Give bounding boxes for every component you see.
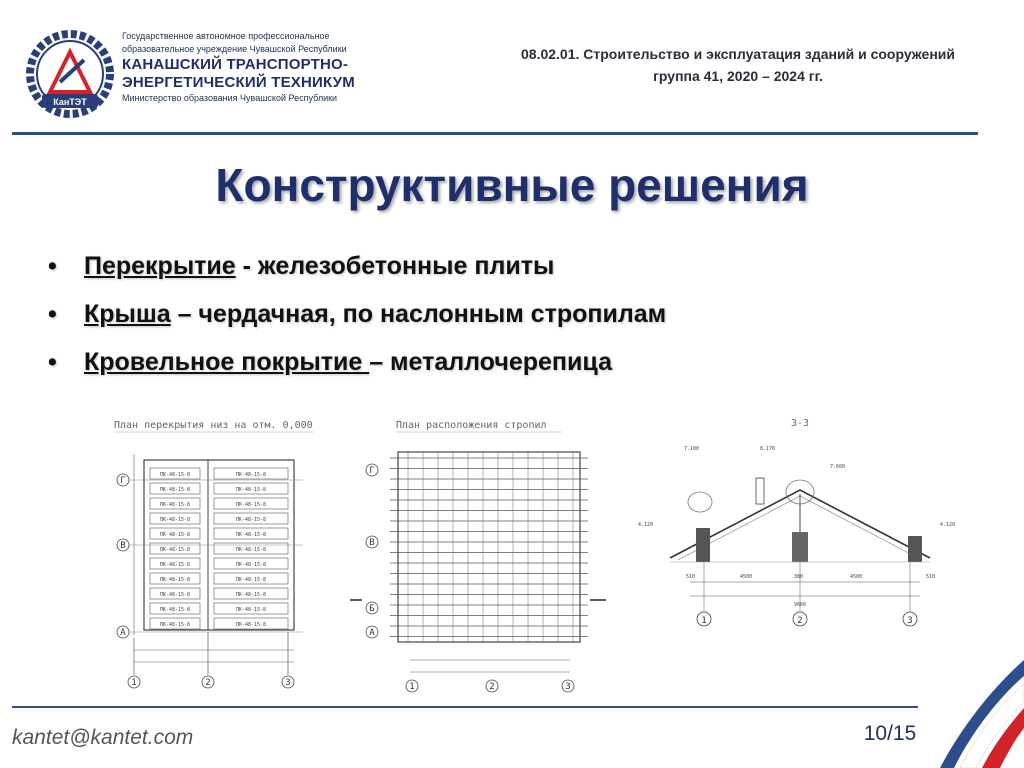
institution-line-2: образовательное учреждение Чувашской Республики [122, 44, 347, 54]
flag-swoosh-icon [930, 650, 1024, 768]
institution-name-1: КАНАШСКИЙ ТРАНСПОРТНО- [122, 56, 349, 73]
section-level: 8.170 [760, 446, 776, 452]
footer-email: kantet@kantet.com [12, 726, 194, 749]
college-logo-icon [20, 30, 120, 118]
slab-label: ПК-48-15-8 [235, 562, 267, 568]
bullet-term: Перекрытие [84, 252, 236, 280]
slab-label: ПК-48-15-8 [235, 547, 267, 553]
floor-plan-caption: План перекрытия низ на отм. 0,000 [114, 420, 313, 431]
page-number: 10/15 [863, 722, 917, 745]
slab-label: ПК-48-15-8 [159, 577, 191, 583]
axis-label: Г [369, 466, 375, 476]
section-total-dim: 9660 [793, 602, 807, 608]
rafter-layout-drawing [340, 410, 620, 695]
header-divider [12, 132, 978, 135]
footer-divider [12, 706, 918, 708]
bullet-marker: • [48, 252, 57, 280]
slab-label: ПК-48-15-8 [159, 562, 191, 568]
slab-label: ПК-48-15-8 [235, 622, 267, 628]
axis-label: 1 [131, 678, 137, 688]
slab-label: ПК-48-15-8 [159, 487, 191, 493]
axis-label: В [369, 538, 375, 548]
axis-label: 3 [285, 678, 291, 688]
roof-section-drawing [630, 410, 970, 635]
section-level: 7.100 [684, 446, 700, 452]
institution-line-1: Государственное автономное профессиональное [122, 31, 330, 41]
slab-label: ПК-48-15-8 [235, 592, 267, 598]
rafter-plan-caption: План расположения стропил [396, 420, 547, 431]
slab-label: ПК-48-15-8 [235, 532, 267, 538]
section-level: 7.600 [830, 464, 846, 470]
bullet-term: Крыша [84, 300, 171, 328]
bullet-text: – металлочерепица [369, 348, 612, 376]
slide-title: Конструктивные решения [215, 159, 809, 211]
axis-label: А [369, 628, 375, 638]
section-dim: 380 [794, 574, 804, 580]
bullet-text: – чердачная, по наслонным стропилам [170, 300, 667, 328]
axis-label: 3 [907, 616, 913, 626]
slab-label: ПК-48-15-8 [159, 472, 191, 478]
slab-label: ПК-48-15-8 [235, 517, 267, 523]
program-code: 08.02.01. Строительство и эксплуатация зданий и сооружений [521, 46, 955, 62]
axis-label: 2 [489, 682, 495, 692]
slab-label: ПК-48-15-8 [235, 487, 267, 493]
axis-label: 1 [409, 682, 415, 692]
slab-label: ПК-48-15-8 [235, 607, 267, 613]
axis-label: А [120, 628, 126, 638]
section-dim: 510 [926, 574, 936, 580]
bullet-marker: • [48, 300, 57, 328]
section-level: 4.120 [638, 522, 654, 528]
axis-label: 2 [797, 616, 803, 626]
floor-slab-plan-drawing [88, 410, 328, 695]
group-info: группа 41, 2020 – 2024 гг. [653, 68, 823, 84]
axis-label: 2 [205, 678, 211, 688]
axis-label: Б [369, 604, 375, 614]
axis-label: В [120, 541, 126, 551]
bullet-text: - железобетонные плиты [235, 252, 555, 280]
slab-label: ПК-48-15-8 [235, 577, 267, 583]
institution-name-2: ЭНЕРГЕТИЧЕСКИЙ ТЕХНИКУМ [122, 74, 355, 91]
section-dim: 4500 [740, 574, 753, 580]
axis-label: 1 [701, 616, 707, 626]
slab-label: ПК-48-15-8 [159, 607, 191, 613]
slab-label: ПК-48-15-8 [235, 502, 267, 508]
bullet-roof [48, 300, 666, 329]
section-caption: 3-3 [790, 418, 810, 429]
axis-label: 3 [565, 682, 571, 692]
bullet-term: Кровельное покрытие [84, 348, 370, 376]
axis-label: Г [120, 476, 126, 486]
slab-label: ПК-48-15-8 [159, 502, 191, 508]
bullet-floor [48, 252, 554, 281]
slab-label: ПК-48-15-8 [159, 532, 191, 538]
logo-text: КанТЭТ [53, 97, 87, 107]
slab-label: ПК-48-15-8 [159, 592, 191, 598]
bullet-roofing [48, 348, 612, 377]
section-dim: 510 [686, 574, 696, 580]
slab-label: ПК-48-15-8 [159, 517, 191, 523]
bullet-marker: • [48, 348, 57, 376]
section-dim: 4500 [850, 574, 863, 580]
slab-label: ПК-48-15-8 [235, 472, 267, 478]
slab-label: ПК-48-15-8 [159, 622, 191, 628]
slab-label: ПК-48-15-8 [159, 547, 191, 553]
ministry-line: Министерство образования Чувашской Республики [122, 93, 338, 103]
section-level: 4.120 [940, 522, 956, 528]
